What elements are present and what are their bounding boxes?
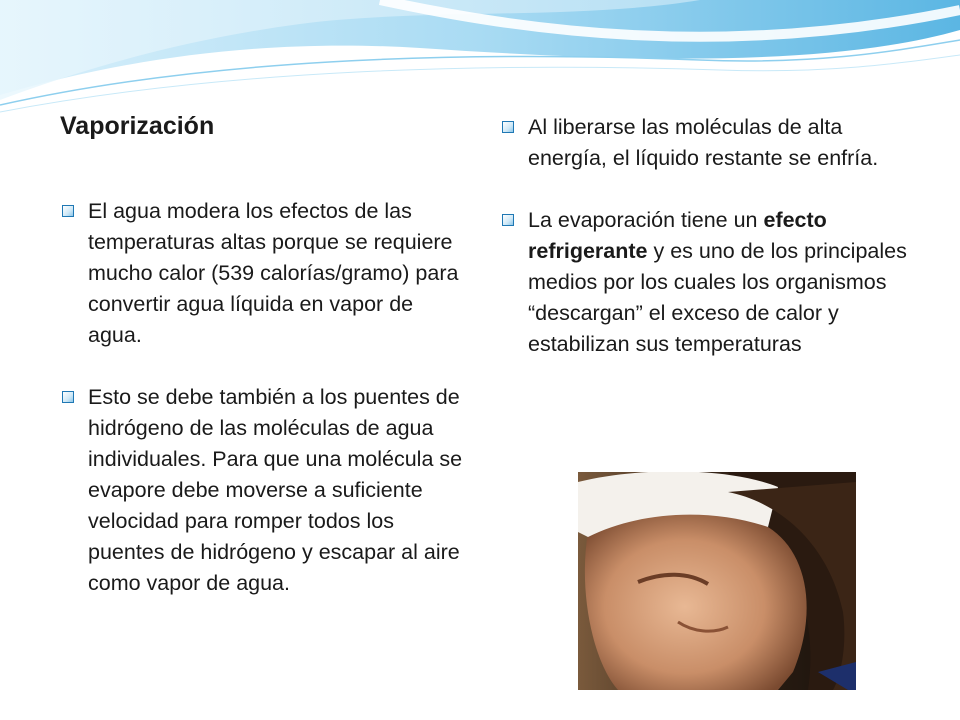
bullet-item (500, 112, 910, 174)
checkbox-bullet-icon (502, 121, 514, 133)
bullet-text-start: La evaporación tiene un (528, 208, 764, 232)
checkbox-bullet-icon (502, 214, 514, 226)
right-column (500, 112, 910, 391)
athlete-photo (578, 472, 856, 690)
slide-title: Vaporización (60, 112, 215, 140)
bullet-text: El agua modera los efectos de las temperaturas altas porque se requiere mucho calor (539 calorías/gramo) para convertir agua líquida en vapor de agua. (88, 199, 459, 347)
bullet-text: Al liberarse las moléculas de alta energía, el líquido restante se enfría. (528, 115, 879, 170)
bullet-item (60, 196, 465, 351)
left-column (60, 196, 465, 630)
bullet-text-end: y es uno de los principales medios por los cuales los organismos “descargan” el exceso de calor y estabilizan sus temperaturas (528, 239, 907, 356)
bullet-text: Esto se debe también a los puentes de hidrógeno de las moléculas de agua individuales. Para que una molécula se evapore debe moverse a suficiente velocidad para romper todos los puentes de hidrógeno y escapar al aire como vapor de agua. (88, 385, 463, 595)
checkbox-bullet-icon (62, 205, 74, 217)
checkbox-bullet-icon (62, 391, 74, 403)
header-wave-decoration (0, 0, 960, 120)
bullet-item (60, 382, 465, 599)
bullet-item (500, 205, 910, 360)
bullet-text-bold: efecto refrigerante (528, 208, 827, 263)
